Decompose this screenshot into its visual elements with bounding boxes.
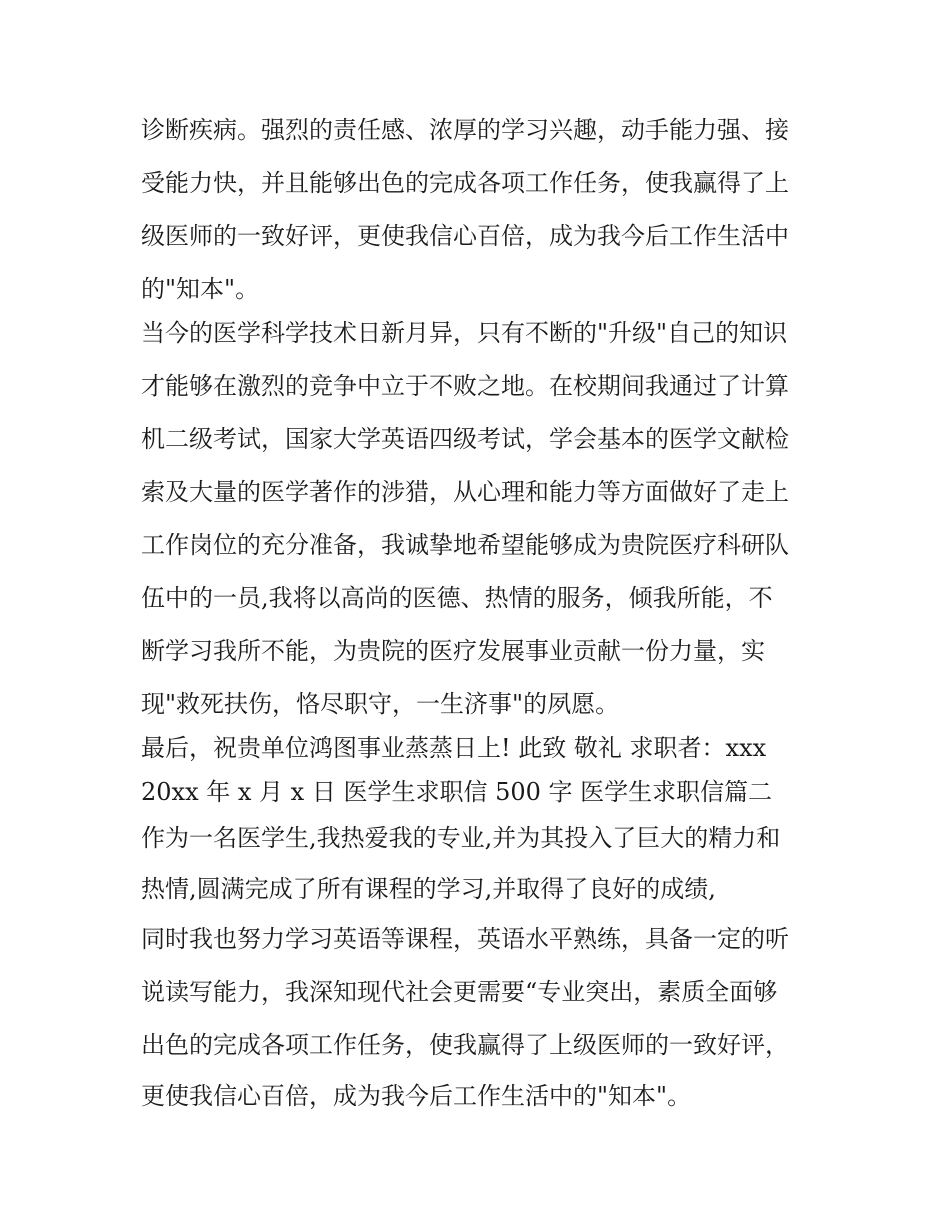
text-line: 现"救死扶伤，恪尽职守，一生济事"的夙愿。 [141, 690, 620, 718]
text-line: 热情,圆满完成了所有课程的学习,并取得了良好的成绩, [141, 875, 716, 903]
text-line: 当今的医学科学技术日新月异，只有不断的"升级"自己的知识 [141, 319, 788, 347]
text-line: 断学习我所不能，为贵院的医疗发展事业贡献一份力量，实 [141, 637, 765, 665]
text-line: 同时我也努力学习英语等课程，英语水平熟练，具备一定的听 [141, 925, 789, 953]
text-line: 机二级考试，国家大学英语四级考试，学会基本的医学文献检 [141, 425, 789, 453]
text-line: 索及大量的医学著作的涉猎，从心理和能力等方面做好了走上 [141, 478, 789, 506]
text-line: 最后，祝贵单位鸿图事业蒸蒸日上! 此致 敬礼 求职者：xxx [141, 734, 767, 762]
text-line: 工作岗位的充分准备，我诚挚地希望能够成为贵院医疗科研队 [141, 531, 789, 559]
text-line: 才能够在激烈的竞争中立于不败之地。在校期间我通过了计算 [141, 372, 789, 400]
text-line: 伍中的一员,我将以高尚的医德、热情的服务，倾我所能，不 [141, 584, 773, 612]
text-line: 诊断疾病。强烈的责任感、浓厚的学习兴趣，动手能力强、接 [141, 116, 789, 144]
text-line: 说读写能力，我深知现代社会更需要“专业突出，素质全面够 [141, 978, 778, 1006]
text-line: 级医师的一致好评，更使我信心百倍，成为我今后工作生活中 [141, 222, 789, 250]
text-line: 出色的完成各项工作任务，使我赢得了上级医师的一致好评， [141, 1031, 789, 1059]
text-line: 作为一名医学生,我热爱我的专业,并为其投入了巨大的精力和 [141, 824, 781, 852]
text-line: 的"知本"。 [141, 275, 260, 303]
text-line: 受能力快，并且能够出色的完成各项工作任务，使我赢得了上 [141, 169, 789, 197]
text-line: 更使我信心百倍，成为我今后工作生活中的"知本"。 [141, 1082, 692, 1110]
text-line: 20xx 年 x 月 x 日 医学生求职信 500 字 医学生求职信篇二 [141, 778, 773, 806]
